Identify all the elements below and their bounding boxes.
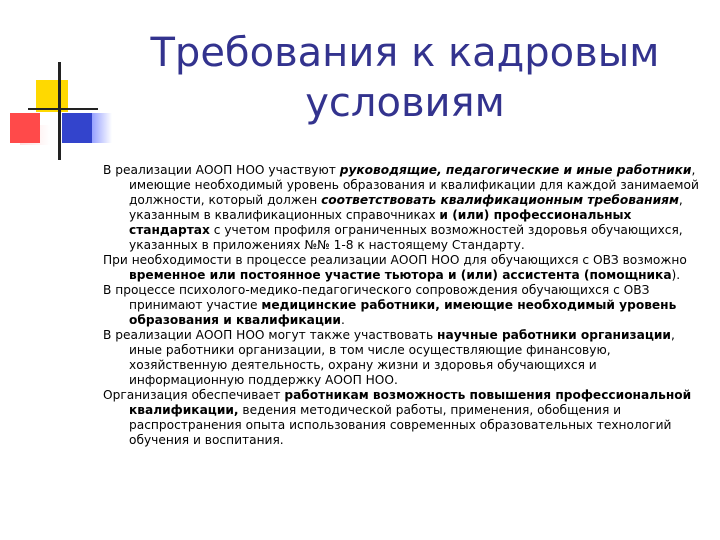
paragraph-staff-requirements	[103, 163, 700, 253]
slide-body	[103, 163, 700, 448]
blue-gradient-decoration	[90, 113, 112, 143]
title-line-2: условиям	[305, 80, 505, 126]
bold-run: медицинские работники, имеющие необходимый уровень образования и квалификации	[129, 298, 677, 327]
text-run: , имеющие необходимый уровень образования и квалификации для каждой занимаемой должности, который должен	[129, 163, 699, 207]
bold-run: временное или постоянное участие тьютора и (или) ассистента (помощника	[129, 268, 672, 282]
text-run: ведения методической работы, применения, обобщения и распространения опыта использования современных образовательных технологий обучения и воспитания.	[129, 403, 672, 447]
paragraph-scientific-workers	[103, 328, 700, 388]
text-run: , иные работники организации, в том числе осуществляющие финансовую, хозяйственную деятельность, охрану жизни и здоровья обучающихся и информационную поддержку АООП НОО.	[129, 328, 675, 387]
text-run: с учетом профиля ограниченных возможностей здоровья обучающихся, указанных в приложениях №№ 1-8 к настоящему Стандарту.	[129, 223, 683, 252]
paragraph-tutor-assistant	[103, 253, 700, 283]
bold-run: и (или) профессиональных стандартах	[129, 208, 632, 237]
paragraph-qualification	[103, 388, 700, 448]
red-square-decoration	[10, 113, 40, 143]
text-run: При необходимости в процессе реализации АООП НОО для обучающихся с ОВЗ возможно	[103, 253, 687, 267]
emphasis-run: соответствовать квалификационным требованиям	[321, 193, 679, 207]
vertical-line-decoration	[58, 62, 61, 160]
text-run: , указанным в квалификационных справочниках	[129, 193, 683, 222]
title-line-1: Требования к кадровым	[150, 30, 660, 76]
text-run: В процессе психолого-медико-педагогического сопровождения обучающихся с ОВЗ принимают участие	[103, 283, 650, 312]
bold-run: научные работники организации	[437, 328, 671, 342]
slide-title	[110, 28, 700, 128]
text-run: ).	[671, 268, 681, 282]
bold-run: работникам возможность повышения профессиональной квалификации,	[129, 388, 692, 417]
text-run: Организация обеспечивает	[103, 388, 285, 402]
text-run: В реализации АООП НОО могут также участвовать	[103, 328, 438, 342]
text-run: В реализации АООП НОО участвуют	[103, 163, 340, 177]
text-run: .	[340, 313, 345, 327]
blue-square-decoration	[62, 113, 92, 143]
emphasis-run: руководящие, педагогические и иные работники	[339, 163, 692, 177]
paragraph-medical-workers	[103, 283, 700, 328]
horizontal-line-decoration	[28, 108, 98, 110]
